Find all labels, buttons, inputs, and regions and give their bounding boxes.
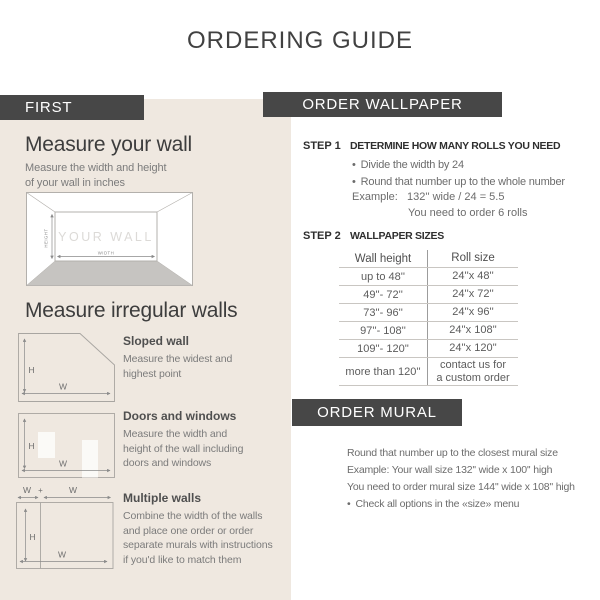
body-line: Combine the width of the walls	[123, 510, 263, 522]
h-label: H	[28, 441, 35, 451]
table-row: 97''- 108'' 24''x 108''	[339, 322, 518, 340]
plus-label: +	[38, 486, 43, 495]
sloped-wall-title: Sloped wall	[123, 334, 190, 348]
w-label: W	[58, 381, 68, 392]
step2-title: WALLPAPER SIZES	[350, 230, 444, 242]
step1-bullet-list	[352, 157, 565, 190]
step1-title: DETERMINE HOW MANY ROLLS YOU NEED	[350, 140, 561, 152]
doors-windows-text	[123, 409, 291, 471]
h-label: H	[29, 532, 36, 542]
bullet-item	[352, 174, 565, 191]
door-shape	[82, 440, 98, 478]
w-label: W	[68, 485, 78, 495]
table-header-row	[339, 250, 518, 268]
body-line: separate murals with instructions	[123, 539, 273, 551]
bullet-marker: •	[352, 175, 356, 188]
page-title: ORDERING GUIDE	[186, 27, 413, 54]
h-label: H	[28, 365, 35, 375]
example-label: Example:	[352, 191, 398, 203]
window-shape	[38, 432, 55, 458]
multiple-walls-diagram	[16, 483, 114, 570]
col-header-wall-height: Wall height	[354, 252, 412, 265]
multiple-walls-text	[123, 491, 291, 567]
your-wall-label: YOUR WALL	[58, 230, 154, 244]
bullet-marker: •	[352, 159, 356, 171]
doors-windows-diagram	[18, 413, 115, 478]
mural-line: Example: Your wall size 132'' wide x 100'' high	[347, 464, 553, 476]
subtext-line: Measure the width and height	[25, 162, 167, 174]
section-header-order-mural	[292, 399, 462, 426]
subtext-line: of your wall in inches	[25, 176, 125, 189]
example-result: You need to order 6 rolls	[408, 207, 528, 219]
col-header-roll-size: Roll size	[427, 250, 518, 267]
w-label: W	[58, 458, 68, 469]
section-header-order-mural-label: ORDER MURAL	[317, 404, 437, 421]
height-label: HEIGHT	[43, 228, 49, 248]
sloped-wall-text	[123, 334, 291, 381]
mural-bullet-line: • Check all options in the «size» menu	[347, 498, 520, 510]
wall-room-diagram	[26, 192, 193, 286]
body-line: highest point	[123, 367, 182, 380]
body-line: height of the wall including	[123, 442, 244, 455]
step1-label: STEP 1	[303, 140, 341, 152]
bullet-text: Round that number up to the whole number	[360, 175, 565, 188]
wallpaper-sizes-table	[339, 250, 518, 386]
mural-instructions	[347, 445, 575, 513]
section-header-order-wallpaper	[263, 92, 502, 117]
table-row: 73''- 96'' 24''x 96''	[339, 304, 518, 322]
body-line: Measure the widest and	[123, 353, 233, 365]
sloped-wall-diagram	[18, 333, 115, 402]
width-label: WIDTH	[97, 250, 115, 256]
w-label: W	[57, 549, 67, 560]
table-row: 49''- 72'' 24''x 72''	[339, 286, 518, 304]
table-row: 109''- 120'' 24''x 120''	[339, 340, 518, 358]
multiple-walls-title: Multiple walls	[123, 491, 202, 505]
table-row: more than 120'' contact us for a custom order	[339, 358, 518, 386]
table-row: up to 48'' 24''x 48''	[339, 268, 518, 286]
irregular-walls-heading: Measure irregular walls	[25, 299, 238, 322]
section-header-first-label: FIRST	[25, 99, 73, 116]
bullet-text: Divide the width by 24	[360, 159, 464, 171]
body-line: Measure the width and	[123, 428, 228, 440]
doors-windows-title: Doors and windows	[123, 409, 237, 423]
bullet-marker: •	[347, 498, 351, 510]
body-line: if you'd like to match them	[123, 553, 242, 566]
mural-line: Round that number up to the closest mural size	[347, 447, 558, 459]
measure-wall-subtext	[25, 161, 167, 190]
mural-line: You need to order mural size 144'' wide x 108'' high	[347, 481, 575, 493]
w-label: W	[22, 485, 32, 495]
section-header-first	[0, 95, 144, 120]
section-header-order-wallpaper-label: ORDER WALLPAPER	[302, 96, 463, 113]
body-line: doors and windows	[123, 457, 212, 469]
measure-wall-heading: Measure your wall	[25, 133, 192, 156]
example-value: 132'' wide / 24 = 5.5	[407, 191, 505, 203]
body-line: and place one order or order	[123, 524, 254, 537]
bullet-item	[352, 157, 565, 174]
step2-label: STEP 2	[303, 230, 341, 242]
